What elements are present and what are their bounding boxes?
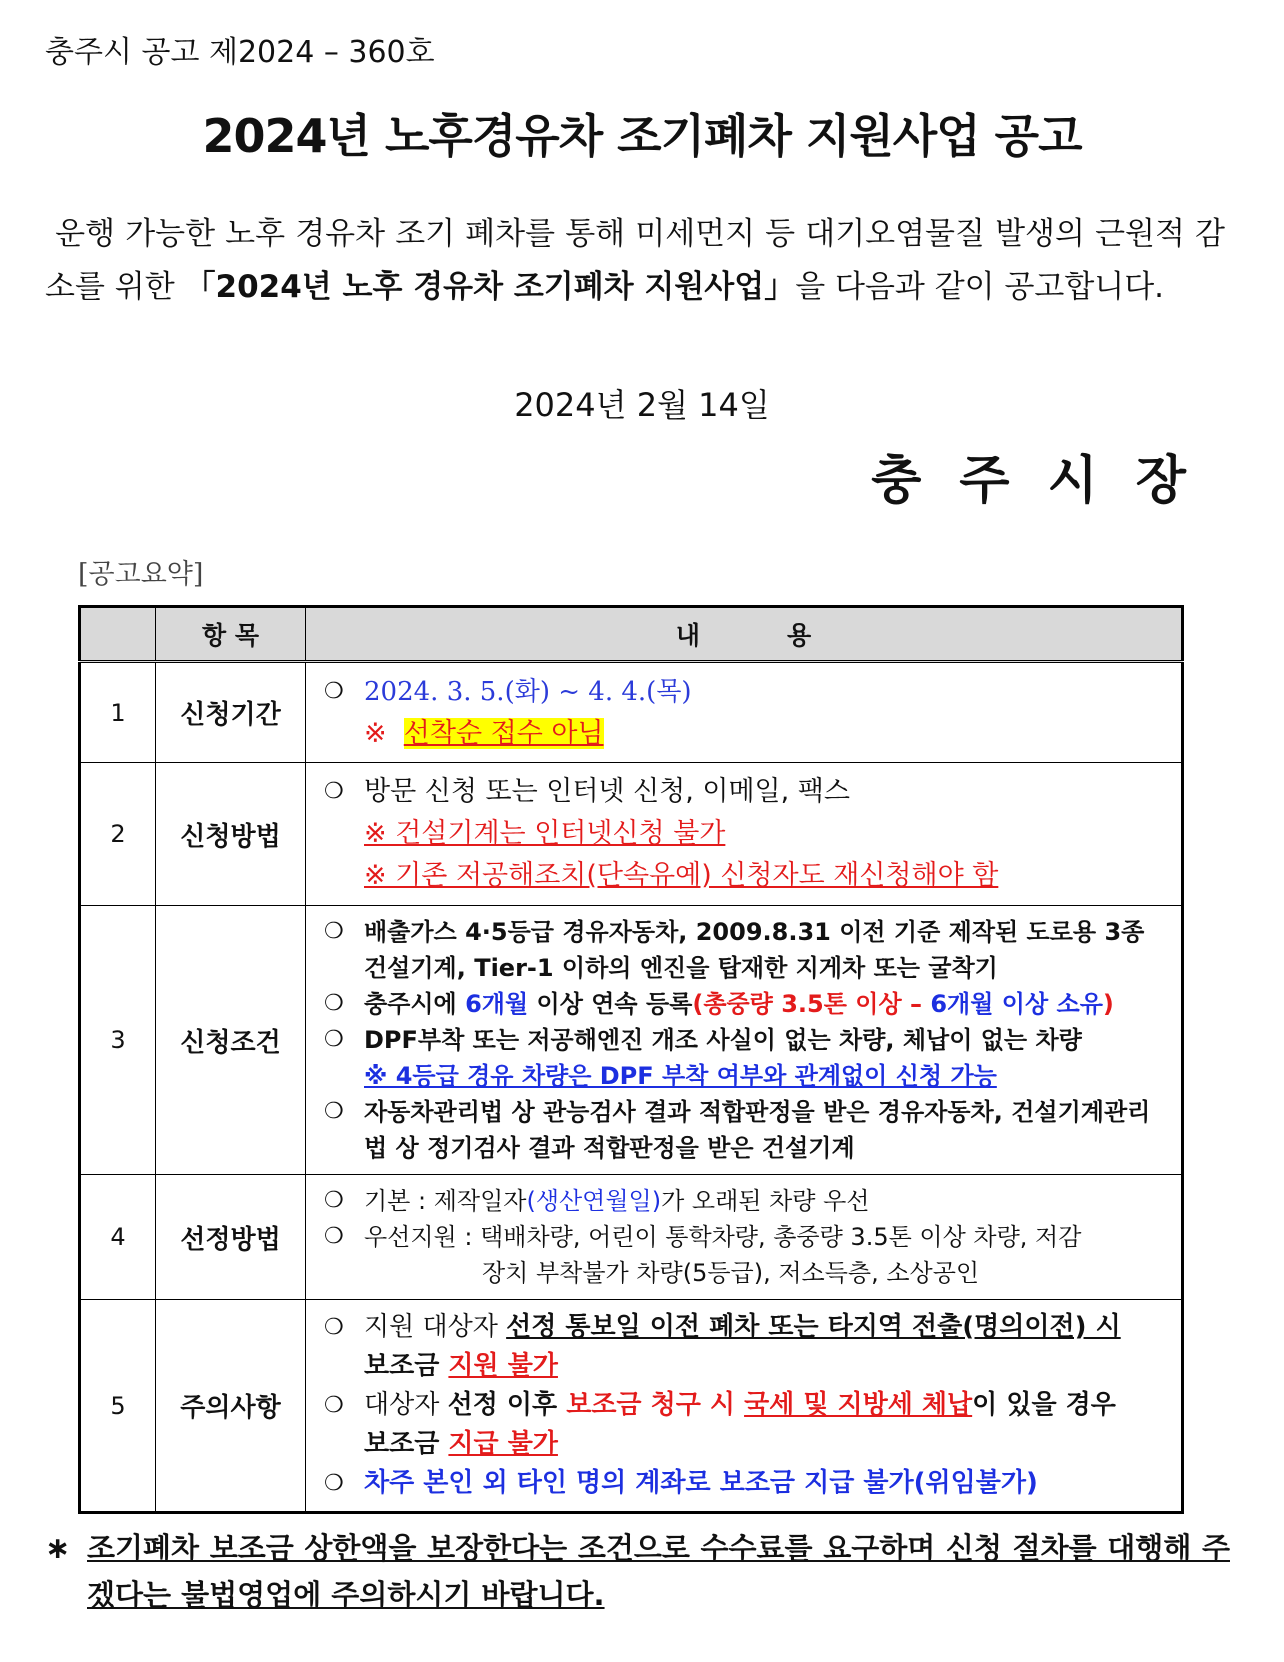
note-mark: ※ — [364, 718, 387, 749]
summary-label: [공고요약] — [78, 559, 204, 590]
selection-text: 기본 : 제작일자 — [364, 1187, 527, 1215]
condition-note: ※ 4등급 경유 차량은 DPF 부착 여부와 관계없이 신청 가능 — [364, 1062, 997, 1090]
row-number: 4 — [80, 1175, 156, 1300]
footer-warning — [45, 1525, 1230, 1619]
footer-text: 조기폐차 보조금 상한액을 보장한다는 조건으로 수수료를 요구하며 신청 절차를 대행해 주겠다는 불법영업에 주의하시기 바랍니다. — [87, 1531, 1230, 1612]
selection-text: 장치 부착불가 차량(5등급), 저소득층, 소상공인 — [482, 1259, 980, 1287]
row-item: 신청방법 — [156, 763, 306, 906]
condition-highlight: 6개월 — [465, 990, 529, 1018]
condition-text: 충주시에 — [364, 990, 466, 1018]
circle-bullet-icon: ❍ — [324, 1393, 344, 1418]
list-item — [324, 1183, 1167, 1219]
condition-note: (총중량 3.5톤 이상 – — [692, 990, 931, 1018]
circle-bullet-icon: ❍ — [324, 1471, 344, 1496]
header-content: 내 용 — [306, 607, 1183, 662]
circle-bullet-icon: ❍ — [324, 1099, 344, 1124]
list-item — [324, 671, 1167, 713]
table-row — [80, 763, 1183, 906]
list-item — [324, 813, 1167, 855]
caution-emphasis: 보조금 — [364, 1351, 449, 1381]
page-title: 2024년 노후경유차 조기폐차 지원사업 공고 — [202, 109, 1082, 163]
list-item — [324, 855, 1167, 897]
list-item — [324, 1094, 1167, 1166]
row-number: 5 — [80, 1300, 156, 1513]
row-item: 주의사항 — [156, 1300, 306, 1513]
circle-bullet-icon: ❍ — [324, 779, 344, 804]
header-item: 항 목 — [156, 607, 306, 662]
circle-bullet-icon: ❍ — [324, 991, 344, 1016]
list-item — [324, 1255, 1167, 1291]
table-row — [80, 906, 1183, 1175]
table-row — [80, 1175, 1183, 1300]
summary-table — [78, 605, 1184, 1514]
condition-text: 자동차관리법 상 관능검사 결과 적합판정을 받은 경유자동차, 건설기계관리법 상 정기검사 결과 적합판정을 받은 건설기계 — [364, 1098, 1151, 1162]
row-content — [306, 662, 1183, 763]
caution-emphasis: 이 있을 경우 — [972, 1390, 1116, 1420]
intro-after: 을 다음과 같이 공고합니다. — [795, 269, 1165, 305]
row-number: 1 — [80, 662, 156, 763]
caution-emphasis: 선정 통보일 이전 폐차 또는 타지역 전출(명의이전) 시 — [506, 1312, 1121, 1342]
list-item — [324, 1386, 1167, 1425]
list-item — [324, 1219, 1167, 1255]
caution-warning: 지급 불가 — [448, 1429, 558, 1459]
row-number: 2 — [80, 763, 156, 906]
caution-emphasis: 보조금 — [364, 1429, 449, 1459]
condition-highlight: 6개월 이상 소유 — [930, 990, 1103, 1018]
row-content — [306, 906, 1183, 1175]
caution-text: 지원 대상자 — [364, 1312, 507, 1342]
list-item — [324, 713, 1167, 754]
list-item — [324, 771, 1167, 813]
method-text: 방문 신청 또는 인터넷 신청, 이메일, 팩스 — [364, 776, 850, 807]
intro-program-name: 「2024년 노후 경유차 조기폐차 지원사업」 — [184, 269, 796, 305]
list-item — [324, 986, 1167, 1022]
list-item — [324, 1425, 1167, 1464]
circle-bullet-icon: ❍ — [324, 1188, 344, 1213]
caution-warning: 지원 불가 — [448, 1351, 558, 1381]
selection-text: 우선지원 : 택배차량, 어린이 통학차량, 총중량 3.5톤 이상 차량, 저감 — [364, 1223, 1082, 1251]
caution-blue: 차주 본인 외 타인 명의 계좌로 보조금 지급 불가(위임불가) — [364, 1468, 1038, 1498]
condition-text: DPF부착 또는 저공해엔진 개조 사실이 없는 차량, 체납이 없는 차량 — [364, 1026, 1082, 1054]
circle-bullet-icon: ❍ — [324, 1027, 344, 1052]
circle-bullet-icon: ❍ — [324, 1224, 344, 1249]
condition-text: 배출가스 4·5등급 경유자동차, 2009.8.31 이전 기준 제작된 도로용 3종 건설기계, Tier-1 이하의 엔진을 탑재한 지게차 또는 굴착기 — [364, 918, 1145, 982]
period-text: 2024. 3. 5.(화) ~ 4. 4.(목) — [364, 677, 692, 707]
notice-date: 2024년 2월 14일 — [514, 386, 770, 424]
table-row — [80, 662, 1183, 763]
row-content — [306, 763, 1183, 906]
note-text: ※ 건설기계는 인터넷신청 불가 — [364, 818, 726, 849]
caution-warning: 국세 및 지방세 체납 — [744, 1390, 973, 1420]
list-item — [324, 1022, 1167, 1058]
highlighted-note: 선착순 접수 아님 — [403, 718, 604, 749]
circle-bullet-icon: ❍ — [324, 1315, 344, 1340]
selection-highlight: (생산연월일) — [526, 1187, 662, 1215]
row-number: 3 — [80, 906, 156, 1175]
caution-warning: 보조금 청구 시 — [566, 1390, 745, 1420]
note-text: ※ 기존 저공해조치(단속유예) 신청자도 재신청해야 함 — [364, 860, 999, 891]
condition-note: ) — [1102, 990, 1114, 1018]
asterisk-icon: ∗ — [45, 1531, 71, 1566]
list-item — [324, 1308, 1167, 1347]
intro-paragraph — [45, 208, 1225, 314]
selection-text: 가 오래된 차량 우선 — [661, 1187, 870, 1215]
list-item — [324, 1058, 1167, 1094]
row-item: 신청조건 — [156, 906, 306, 1175]
intro-before: 운행 가능한 노후 경유차 조기 폐차를 통해 미세먼지 등 대기오염물질 발생의 근원적 감소를 위한 — [45, 216, 1226, 305]
row-content — [306, 1300, 1183, 1513]
table-header-row — [80, 607, 1183, 662]
circle-bullet-icon: ❍ — [324, 679, 344, 704]
list-item — [324, 1347, 1167, 1386]
notice-number: 충주시 공고 제2024 – 360호 — [45, 35, 435, 70]
list-item — [324, 914, 1167, 986]
condition-text: 이상 연속 등록 — [528, 990, 693, 1018]
caution-emphasis: 선정 이후 — [447, 1390, 567, 1420]
row-content — [306, 1175, 1183, 1300]
circle-bullet-icon: ❍ — [324, 919, 344, 944]
caution-text: 대상자 — [364, 1390, 448, 1420]
table-row — [80, 1300, 1183, 1513]
issuer-mayor: 충주시장 — [871, 451, 1224, 511]
list-item — [324, 1464, 1167, 1503]
row-item: 신청기간 — [156, 662, 306, 763]
header-no — [80, 607, 156, 662]
row-item: 선정방법 — [156, 1175, 306, 1300]
